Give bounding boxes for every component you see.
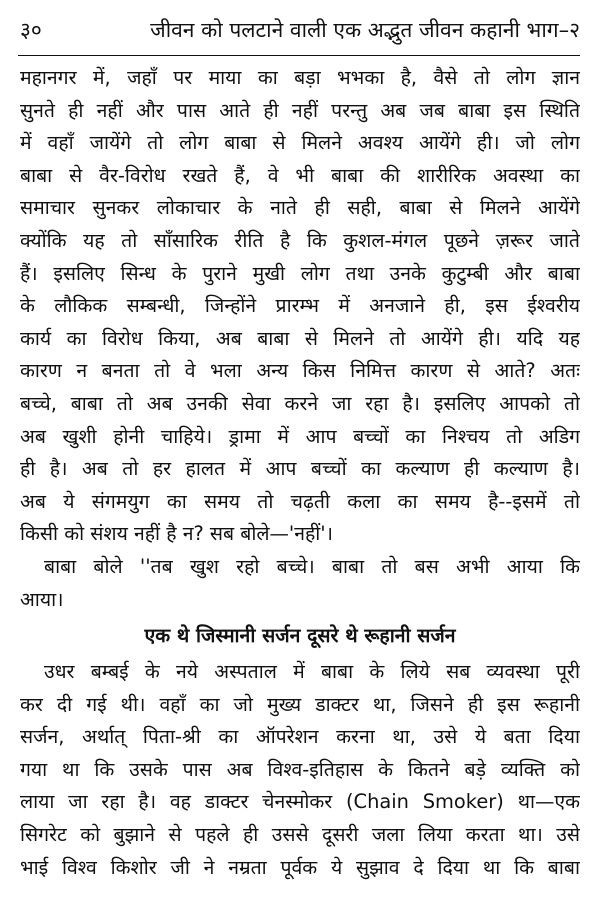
text-line: उधर बम्बई के नये अस्पताल में बाबा के लिये सब व्यवस्था पूरी <box>44 660 580 684</box>
page-header <box>20 10 580 50</box>
text-line: सर्जन, अर्थात् पिता-श्री का ऑपरेशन करना था, उसे ये बता दिया <box>20 725 580 749</box>
page-number: ३० <box>20 18 42 42</box>
text-line: क्योंकि यह तो साँसारिक रीति है कि कुशल-मंगल पूछने ज़रूर जाते <box>20 228 580 252</box>
page-body <box>20 62 580 884</box>
text-line: आया। <box>20 587 64 611</box>
section-heading: एक थे जिस्मानी सर्जन दूसरे थे रूहानी सर्जन <box>144 624 456 648</box>
running-title: जीवन को पलटाने वाली एक अद्भुत जीवन कहानी भाग–२ <box>150 18 580 42</box>
text-line: हैं। इसलिए सिन्ध के पुराने मुखी लोग तथा उनके कुटुम्बी और बाबा <box>20 261 580 285</box>
text-line: किसी को संशय नहीं है न? सब बोले—'नहीं'। <box>20 522 333 546</box>
text-line: ही है। अब तो हर हालत में आप बच्चों का कल्याण ही कल्याण है। <box>20 457 580 481</box>
text-line: बाबा से वैर-विरोध रखते हैं, वे भी बाबा की शारीरिक अवस्था का <box>20 163 580 187</box>
text-line: भाई विश्व किशोर जी ने नम्रता पूर्वक ये सुझाव दे दिया था कि बाबा <box>20 855 580 879</box>
text-line: में वहाँ जायेंगे तो लोग बाबा से मिलने अवश्य आयेंगे ही। जो लोग <box>20 131 580 155</box>
text-line: अब ये संगमयुग का समय तो चढ़ती कला का समय है--इसमें तो <box>20 489 580 513</box>
paragraph-2 <box>20 551 580 616</box>
paragraph-3 <box>20 656 580 884</box>
text-line: गया था कि उसके पास अब विश्व-इतिहास के कितने बड़े व्यक्ति को <box>20 757 580 781</box>
text-line: सिगरेट को बुझाने से पहले ही उससे दूसरी जला लिया करता था। उसे <box>20 823 580 847</box>
paragraph-1 <box>20 62 580 551</box>
text-line: महानगर में, जहाँ पर माया का बड़ा भभका है, वैसे तो लोग ज्ञान <box>20 66 580 89</box>
text-line: कारण न बनता तो वे भला अन्य किस निमित्त कारण से आते? अतः <box>20 359 580 383</box>
header-divider <box>18 55 580 56</box>
text-line: सुनते ही नहीं और पास आते ही नहीं परन्तु अब जब बाबा इस स्थिति <box>20 98 580 122</box>
text-line: अब खुशी होनी चाहिये। ड्रामा में आप बच्चों का निश्चय तो अडिग <box>20 424 580 448</box>
text-line: के लौकिक सम्बन्धी, जिन्होंने प्रारम्भ में अनजाने ही, इस ईश्वरीय <box>20 294 580 318</box>
text-line: बाबा बोले ''तब खुश रहो बच्चे। बाबा तो बस अभी आया कि <box>44 554 580 578</box>
text-line: कर दी गई थी। वहाँ का जो मुख्य डाक्टर था, जिसने ही इस रूहानी <box>20 692 580 716</box>
text-line: कार्य का विरोध किया, अब बाबा से मिलने तो आयेंगे ही। यदि यह <box>20 326 580 350</box>
text-line: लाया जा रहा है। वह डाक्टर चेनस्मोकर (Chain Smoker) था—एक <box>20 790 580 814</box>
text-line: बच्चे, बाबा तो अब उनकी सेवा करने जा रहा है। इसलिए आपको तो <box>20 391 580 415</box>
text-line: समाचार सुनकर लोकाचार के नाते ही सही, बाबा से मिलने आयेंगे <box>20 196 580 220</box>
